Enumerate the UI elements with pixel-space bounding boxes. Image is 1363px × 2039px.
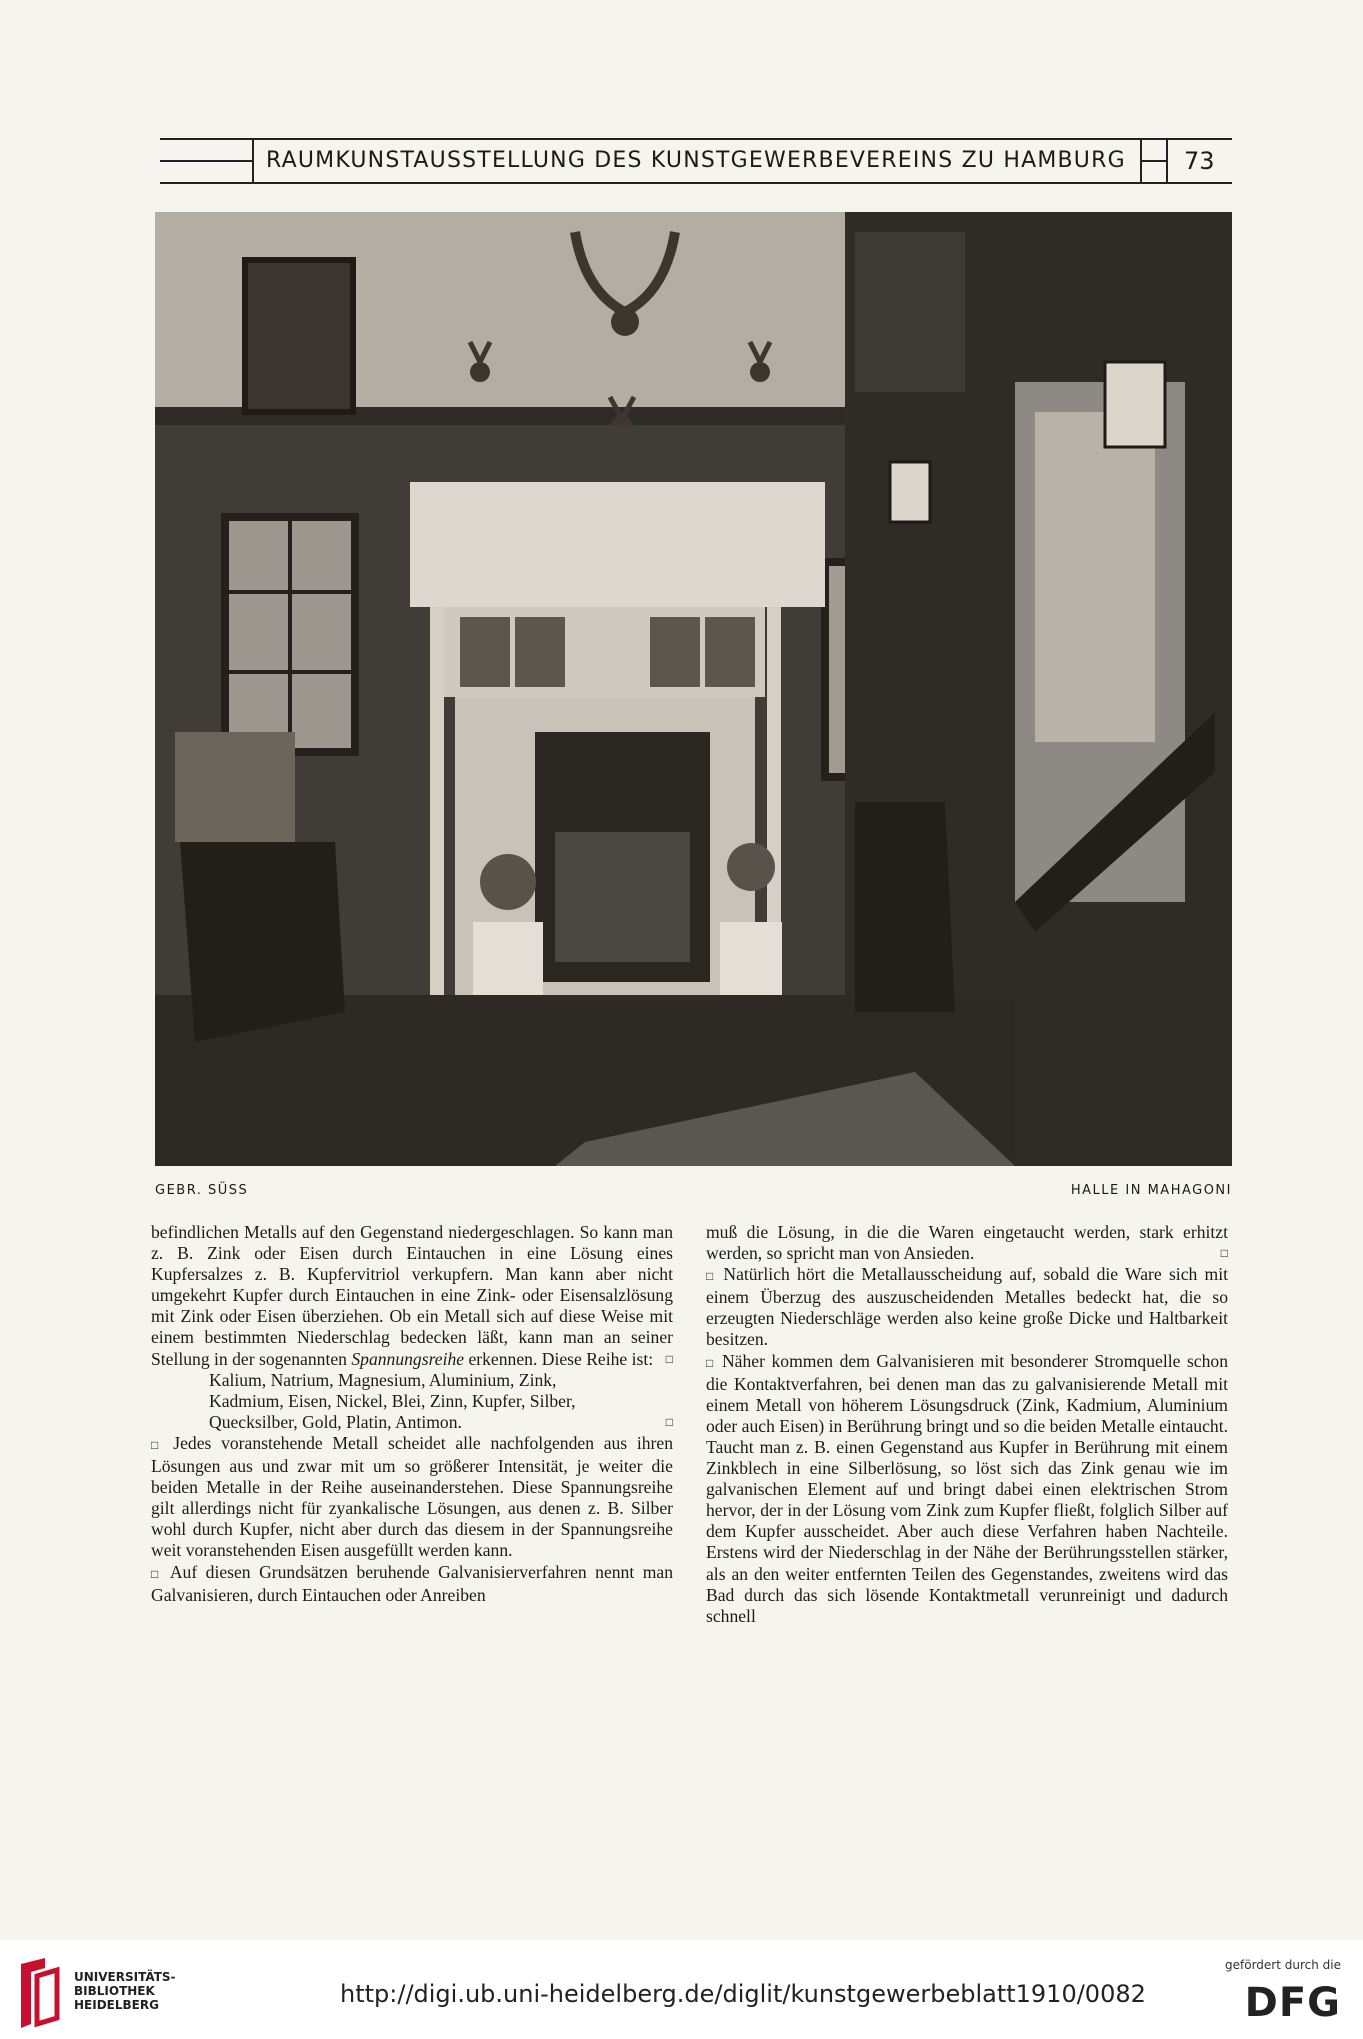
funding-note: gefördert durch die (1225, 1958, 1341, 1972)
paragraph-text: Natürlich hört die Metallausscheidung auf, sobald die Ware sich mit einem Überzug des auszuscheidenden Metalles bedeckt hat, die so erzeugten Niederschläge werden also keine große Dicke und Haltbarkeit besitzen. (706, 1264, 1229, 1350)
photo-credit: GEBR. SÜSS (155, 1183, 249, 1198)
paragraph-mark: □ (706, 1355, 716, 1370)
paragraph-mark: □ (665, 1351, 673, 1366)
header-rule-left (160, 140, 252, 182)
series-line: Kadmium, Eisen, Nickel, Blei, Zinn, Kupfer, Silber, (209, 1390, 576, 1411)
dfg-logo: DFG (1244, 1980, 1341, 2026)
metal-series (151, 1370, 673, 1433)
paragraph-text: Auf diesen Grundsätzen beruhende Galvanisierverfahren nennt man Galvanisieren, durch Eintauchen oder Anreiben (151, 1561, 673, 1605)
running-title: RAUMKUNSTAUSSTELLUNG DES KUNSTGEWERBEVEREINS ZU HAMBURG (266, 148, 1126, 173)
paragraph (706, 1351, 1228, 1627)
header-rule-right (1140, 140, 1166, 182)
paragraph-mark: □ (151, 1437, 164, 1452)
paragraph-text: muß die Lösung, in die die Waren eingetaucht werden, stark erhitzt werden, so spricht man von Ansieden. (706, 1222, 1228, 1264)
paragraph (151, 1222, 673, 1370)
university-library-logo-icon (15, 1958, 63, 2028)
header-separator (1166, 140, 1168, 182)
page-number: 73 (1184, 147, 1215, 175)
paragraph (706, 1222, 1228, 1264)
digitization-footer (0, 1940, 1363, 2039)
library-name: UNIVERSITÄTS- BIBLIOTHEK HEIDELBERG (74, 1970, 176, 2012)
paragraph-text: befindlichen Metalls auf den Gegenstand niedergeschlagen. So kann man z. B. Zink oder Eisen durch Eintauchen in eine Lösung eines Kupfersalzes z. B. Kupfervitriol verkupfern. Man kann aber nicht umgekehrt Kupfer durch Eintauchen in eine Zink- oder Eisensalzlösung mit Zink oder Eisen überziehen. Ob ein Metall sich auf diese Weise mit einem bestimmten Niederschlag bedecken läßt, kann man an seiner Stellung in der sogenannten (151, 1222, 673, 1369)
paragraph-text: erkennen. Diese Reihe ist: (468, 1348, 654, 1369)
paragraph (151, 1433, 673, 1562)
paragraph-mark: □ (151, 1566, 163, 1581)
header-separator (252, 140, 254, 182)
paragraph-mark: □ (706, 1269, 717, 1284)
interior-photograph (155, 212, 1232, 1166)
hall-scene-image (155, 212, 1232, 1166)
paragraph-text: Jedes voranstehende Metall scheidet alle nachfolgenden aus ihren Lösungen aus und zwar mit um so größerer Intensität, je weiter die beiden Metalle in der Reihe auseinanderstehen. Diese Spannungsreihe gilt allerdings nicht für zyankalische Lösungen, aus denen z. B. Silber wohl durch Kupfer, nicht aber durch das diesem in der Spannungsreihe weit voranstehenden Eisen ausgefüllt werden kann. (151, 1432, 674, 1561)
text-column-left (151, 1222, 673, 1606)
paragraph-mark: □ (1220, 1246, 1228, 1261)
paragraph (706, 1264, 1228, 1350)
emphasis-term: Spannungsreihe (351, 1348, 465, 1369)
permalink-url[interactable]: http://digi.ub.uni-heidelberg.de/diglit/kunstgewerbeblatt1910/0082 (340, 1980, 1146, 2008)
text-column-right (706, 1222, 1228, 1627)
paragraph (151, 1562, 673, 1606)
photo-caption: HALLE IN MAHAGONI (1070, 1183, 1232, 1198)
series-line: Kalium, Natrium, Magnesium, Aluminium, Zink, (209, 1369, 557, 1390)
running-header (160, 138, 1232, 184)
paragraph-mark: □ (665, 1414, 673, 1429)
series-line: Quecksilber, Gold, Platin, Antimon. □ (209, 1411, 673, 1432)
paragraph-text: Näher kommen dem Galvanisieren mit besonderer Stromquelle schon die Kontaktverfahren, bei denen man das zu galvanisierende Metall mit einem Metall von höherem Lösungsdruck (Zink, Kadmium, Aluminium oder auch Eisen) in Berührung bringt und so die beiden Metalle eintaucht. Taucht man z. B. einen Gegenstand aus Kupfer in Berührung mit einem Zinkblech in eine Silberlösung, so löst sich das Zink genau wie im galvanischen Element auf und bringt dabei einen elektrischen Strom hervor, der in der Lösung vom Zink zum Kupfer fließt, folglich Silber auf dem Kupfer ausscheidet. Aber auch diese Verfahren haben Nachteile. Erstens wird der Niederschlag in der Nähe der Berührungsstellen stärker, als an den weiter entfernten Teilen des Gegenstandes, zweitens wird das Bad durch das sich lösende Kontaktmetall verunreinigt und dadurch schnell (706, 1350, 1228, 1626)
